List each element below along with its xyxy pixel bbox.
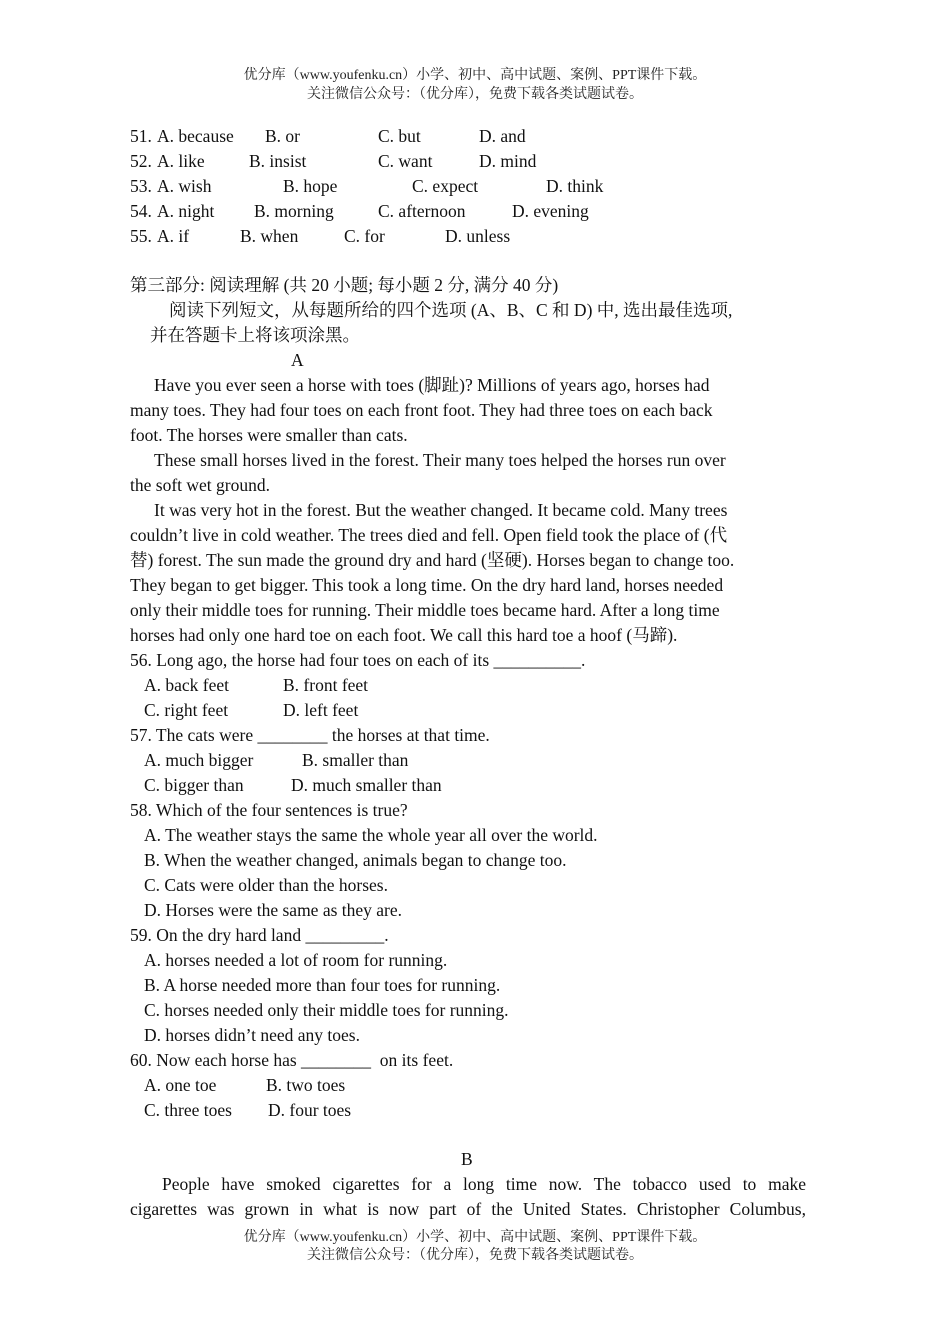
question-57: 57. The cats were ________ the horses at that time. xyxy=(130,725,490,745)
option-d: D. mind xyxy=(479,151,537,171)
option-d: D. think xyxy=(546,176,604,196)
option-d: D. much smaller than xyxy=(291,775,442,795)
passage-a-line: the soft wet ground. xyxy=(130,475,270,495)
question-58: 58. Which of the four sentences is true? xyxy=(130,800,408,820)
passage-a-line: It was very hot in the forest. But the weather changed. It became cold. Many trees xyxy=(154,500,728,520)
passage-a-line: These small horses lived in the forest. Their many toes helped the horses run over xyxy=(154,450,726,470)
cloze-row-54 xyxy=(130,199,589,224)
section-title: 第三部分: 阅读理解 (共 20 小题; 每小题 2 分, 满分 40 分) xyxy=(130,275,559,295)
option-c: C. but xyxy=(378,126,421,146)
passage-a-line: horses had only one hard toe on each foot. We call this hard toe a hoof (马蹄). xyxy=(130,625,678,645)
option-a: A. much bigger xyxy=(144,750,254,770)
passage-a-line: Have you ever seen a horse with toes (脚趾)? Millions of years ago, horses had xyxy=(154,375,710,395)
question-number: 55. xyxy=(130,226,152,246)
q56-options-row-2 xyxy=(144,698,359,723)
option-b: B. or xyxy=(265,126,300,146)
question-number: 53. xyxy=(130,176,152,196)
cloze-row-55 xyxy=(130,224,511,249)
option-c: C. for xyxy=(344,226,385,246)
option-d: D. Horses were the same as they are. xyxy=(144,900,403,920)
passage-b-label: B xyxy=(461,1149,473,1169)
q60-options-row-1 xyxy=(144,1073,346,1098)
question-number: 52. xyxy=(130,151,152,171)
q57-options-row-2 xyxy=(144,773,442,798)
passage-b-line: cigarettes was grown in what is now part of the United States. Christopher Columbus, xyxy=(130,1199,806,1219)
passage-a-line: many toes. They had four toes on each front foot. They had three toes on each back xyxy=(130,400,713,420)
option-a: A. if xyxy=(157,226,190,246)
passage-a-line: only their middle toes for running. Their middle toes became hard. After a long time xyxy=(130,600,720,620)
question-number: 54. xyxy=(130,201,152,221)
question-59: 59. On the dry hard land _________. xyxy=(130,925,389,945)
section-instruction-1: 阅读下列短文，从每题所给的四个选项 (A、B、C 和 D) 中, 选出最佳选项, xyxy=(169,300,733,320)
option-b: B. morning xyxy=(254,201,334,221)
cloze-row-52 xyxy=(130,149,537,174)
option-a: A. wish xyxy=(157,176,212,196)
header-line-2: 关注微信公众号：（优分库），免费下载各类试题试卷。 xyxy=(307,87,643,102)
cloze-row-51 xyxy=(130,124,526,149)
option-a: A. one toe xyxy=(144,1075,217,1095)
option-a: A. like xyxy=(157,151,205,171)
option-a: A. back feet xyxy=(144,675,230,695)
option-c: C. afternoon xyxy=(378,201,466,221)
option-d: D. left feet xyxy=(283,700,359,720)
question-56: 56. Long ago, the horse had four toes on each of its __________. xyxy=(130,650,586,670)
q60-options-row-2 xyxy=(144,1098,352,1123)
option-b: B. front feet xyxy=(283,675,369,695)
option-b: B. hope xyxy=(283,176,338,196)
option-c: C. expect xyxy=(412,176,479,196)
q56-options-row-1 xyxy=(144,673,369,698)
option-a: A. night xyxy=(157,201,215,221)
option-d: D. four toes xyxy=(268,1100,352,1120)
footer-line-2: 关注微信公众号：（优分库），免费下载各类试题试卷。 xyxy=(307,1248,643,1263)
footer-line-1: 优分库（www.youfenku.cn）小学、初中、高中试题、案例、PPT课件下载。 xyxy=(243,1230,707,1245)
option-b: B. when xyxy=(240,226,299,246)
option-a: A. because xyxy=(157,126,234,146)
option-c: C. three toes xyxy=(144,1100,232,1120)
passage-a-line: 替) forest. The sun made the ground dry and hard (坚硬). Horses began to change too. xyxy=(130,550,735,570)
option-c: C. Cats were older than the horses. xyxy=(144,875,388,895)
option-a: A. The weather stays the same the whole year all over the world. xyxy=(144,825,598,845)
cloze-row-53 xyxy=(130,174,604,199)
option-c: C. want xyxy=(378,151,433,171)
question-number: 51. xyxy=(130,126,152,146)
header-line-1: 优分库（www.youfenku.cn）小学、初中、高中试题、案例、PPT课件下载。 xyxy=(243,68,707,83)
option-b: B. insist xyxy=(249,151,307,171)
option-b: B. A horse needed more than four toes for running. xyxy=(144,975,501,995)
passage-a-line: foot. The horses were smaller than cats. xyxy=(130,425,408,445)
option-d: D. horses didn’t need any toes. xyxy=(144,1025,360,1045)
option-c: C. horses needed only their middle toes for running. xyxy=(144,1000,509,1020)
option-d: D. and xyxy=(479,126,526,146)
option-b: B. two toes xyxy=(266,1075,346,1095)
question-60: 60. Now each horse has ________ on its feet. xyxy=(130,1050,454,1070)
section-instruction-2: 并在答题卡上将该项涂黑。 xyxy=(150,325,360,345)
option-d: D. evening xyxy=(512,201,589,221)
passage-b-line: People have smoked cigarettes for a long time now. The tobacco used to make xyxy=(162,1174,806,1194)
option-a: A. horses needed a lot of room for running. xyxy=(144,950,448,970)
option-b: B. When the weather changed, animals began to change too. xyxy=(144,850,567,870)
option-c: C. right feet xyxy=(144,700,229,720)
option-d: D. unless xyxy=(445,226,511,246)
passage-a-line: They began to get bigger. This took a long time. On the dry hard land, horses needed xyxy=(130,575,724,595)
passage-a-line: couldn’t live in cold weather. The trees died and fell. Open field took the place of (代 xyxy=(130,525,728,545)
option-c: C. bigger than xyxy=(144,775,244,795)
option-b: B. smaller than xyxy=(302,750,409,770)
q57-options-row-1 xyxy=(144,748,409,773)
passage-a-label: A xyxy=(291,350,304,370)
